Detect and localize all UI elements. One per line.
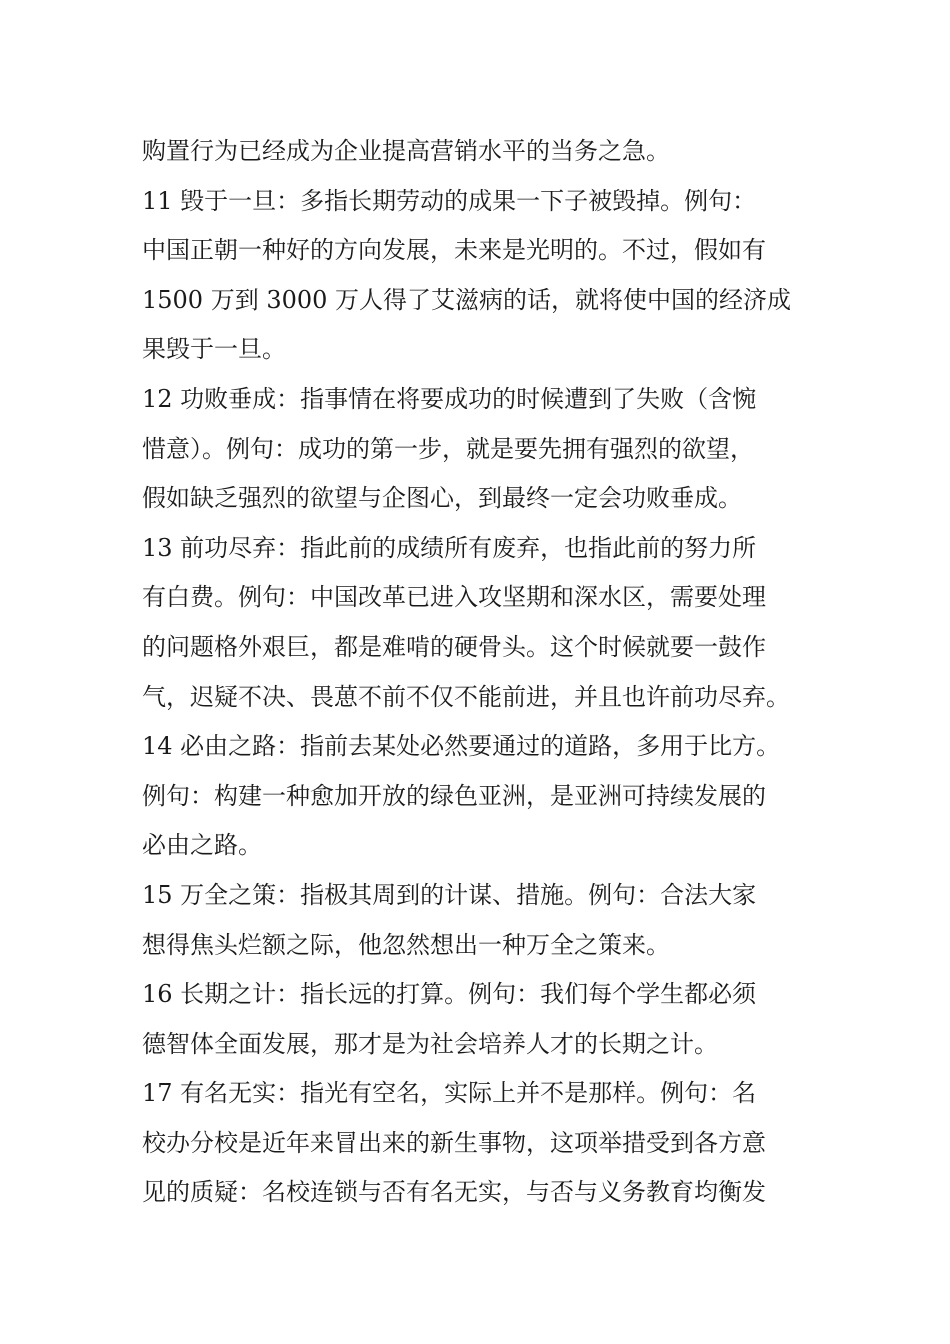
text-line: 中国正朝一种好的方向发展，未来是光明的。不过，假如有 xyxy=(142,236,766,265)
text-line: 16 长期之计：指长远的打算。例句：我们每个学生都必须 xyxy=(142,980,757,1009)
text-line: 15 万全之策：指极其周到的计谋、措施。例句：合法大家 xyxy=(142,880,757,909)
text-line: 的问题格外艰巨，都是难啃的硬骨头。这个时候就要一鼓作 xyxy=(142,632,766,661)
text-line: 德智体全面发展，那才是为社会培养人才的长期之计。 xyxy=(142,1029,718,1058)
text-line: 有白费。例句：中国改革已进入攻坚期和深水区，需要处理 xyxy=(142,583,766,612)
text-line: 17 有名无实：指光有空名，实际上并不是那样。例句：名 xyxy=(142,1079,757,1108)
text-line: 13 前功尽弃：指此前的成绩所有废弃，也指此前的努力所 xyxy=(142,533,757,562)
text-line: 气，迟疑不决、畏葸不前不仅不能前进，并且也许前功尽弃。 xyxy=(142,682,790,711)
text-line: 惜意）。例句：成功的第一步，就是要先拥有强烈的欲望， xyxy=(142,434,754,463)
text-line: 假如缺乏强烈的欲望与企图心，到最终一定会功败垂成。 xyxy=(142,484,742,513)
text-line: 1500 万到 3000 万人得了艾滋病的话，就将使中国的经济成 xyxy=(142,285,792,314)
text-line: 11 毁于一旦：多指长期劳动的成果一下子被毁掉。例句： xyxy=(142,186,757,215)
text-line: 想得焦头烂额之际，他忽然想出一种万全之策来。 xyxy=(142,930,670,959)
text-line: 例句：构建一种愈加开放的绿色亚洲，是亚洲可持续发展的 xyxy=(142,781,766,810)
text-line: 购置行为已经成为企业提高营销水平的当务之急。 xyxy=(142,137,670,165)
text-line: 见的质疑：名校连锁与否有名无实，与否与义务教育均衡发 xyxy=(142,1178,766,1207)
text-line: 必由之路。 xyxy=(142,831,262,860)
text-line: 果毁于一旦。 xyxy=(142,335,286,364)
text-line: 14 必由之路：指前去某处必然要通过的道路，多用于比方。 xyxy=(142,732,781,761)
text-line: 校办分校是近年来冒出来的新生事物，这项举措受到各方意 xyxy=(142,1128,766,1157)
text-line: 12 功败垂成：指事情在将要成功的时候遭到了失败（含惋 xyxy=(142,384,757,413)
body-text xyxy=(142,127,822,1218)
